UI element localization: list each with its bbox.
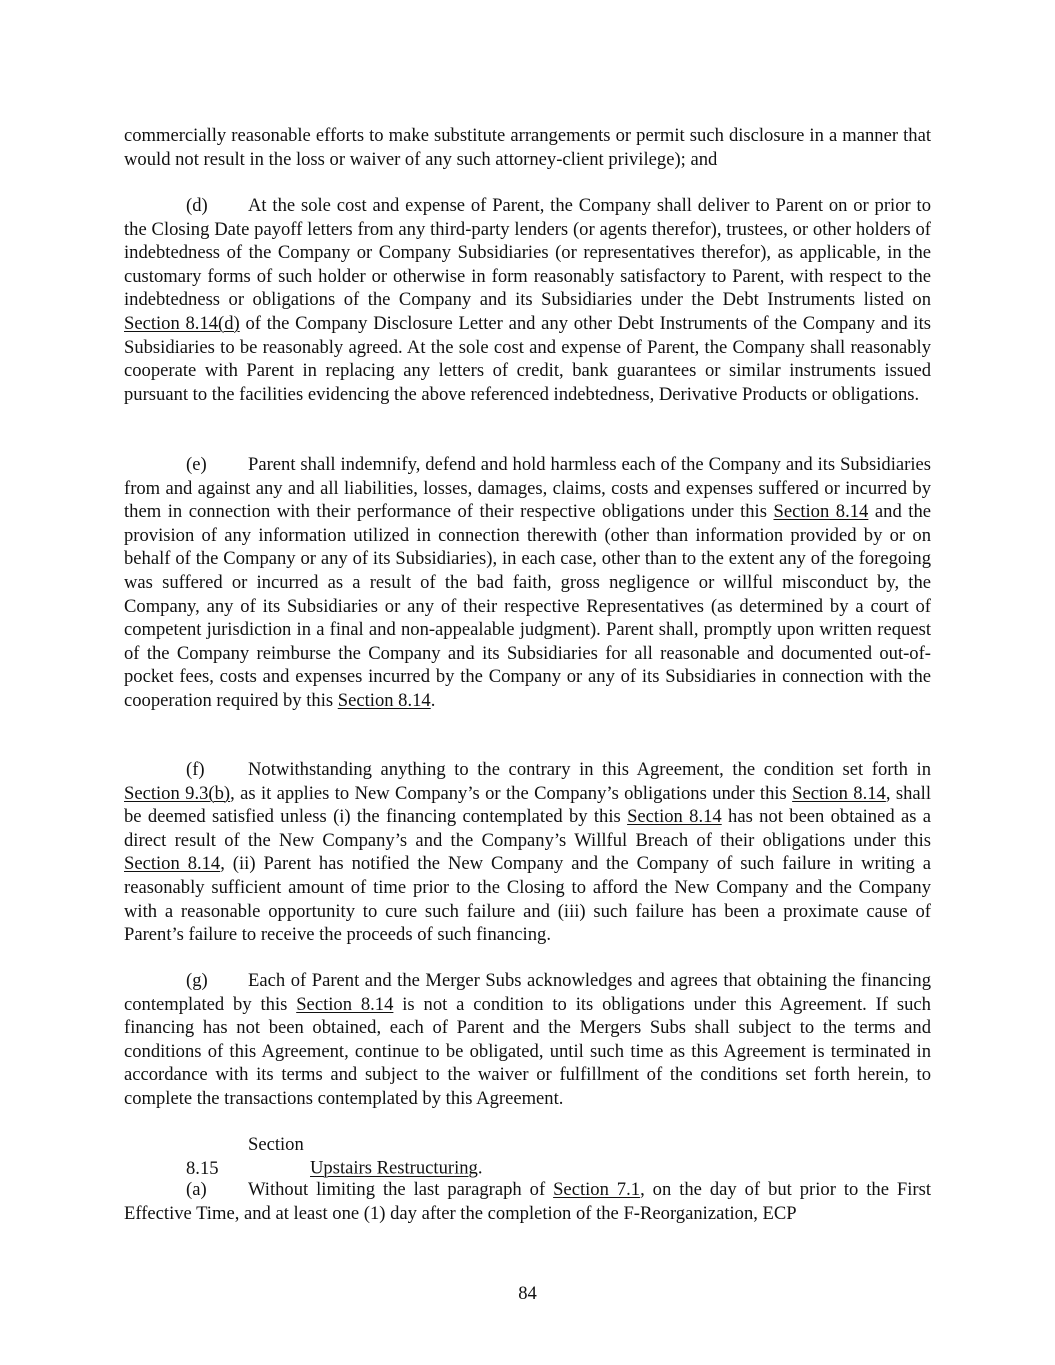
section-reference-link[interactable]: Section 8.14 (337, 689, 431, 711)
paragraph-d (124, 194, 931, 406)
paragraph-a (124, 1178, 931, 1225)
section-reference-link[interactable]: Section 7.1 (553, 1179, 641, 1200)
section-reference-link[interactable]: Section 8.14(d) (124, 312, 240, 334)
section-reference-link[interactable]: Section 9.3(b) (124, 782, 231, 804)
paragraph-text: At the sole cost and expense of Parent, the Company shall deliver to Parent on or prior to the Closing Date payoff letters from any third-party lenders (or agents therefor), trustees, or other holders of indebtedness of the Company or Company Subsidiaries (or representatives therefor), as applicable, in the customary forms of such holder or otherwise in form reasonably satisfactory to Parent, with respect to the indebtedness or obligations of the Company and its Subsidiaries under the Debt Instruments listed on (124, 195, 931, 311)
paragraph-text: is not a condition to its obligations under this Agreement. If such financing has not been obtained, each of Parent and the Mergers Subs shall subject to the terms and conditions of this Agreement, continue to be obligated, until such time as this Agreement is terminated in accordance with its terms and subject to the waiver or fulfillment of the conditions set forth herein, to complete the transactions contemplated by this Agreement. (124, 993, 931, 1109)
section-reference-link[interactable]: Section 8.14 (296, 993, 394, 1015)
paragraph-text: Parent shall indemnify, defend and hold harmless each of the Company and its Subsidiaries from and against any and all liabilities, losses, damages, claims, costs and expenses suffered or incurred by them in connection with their performance of their respective obligations under this (124, 454, 931, 523)
paragraph-text: , as it applies to New Company’s or the Company’s obligations under this (230, 782, 793, 804)
paragraph-label: (f) (186, 759, 205, 780)
paragraph-text: . (430, 689, 436, 711)
intro-paragraph (124, 124, 931, 171)
paragraph-text: , on the day of but prior to the First Effective Time, and at least one (1) day after the completion of the F-Reorganization, ECP (124, 1179, 932, 1224)
paragraph-text: has not been obtained as a direct result of the New Company’s and the Company’s Willful Breach of their obligations under this (124, 806, 931, 851)
section-title-period: . (477, 1157, 483, 1179)
section-number: Section 8.15 (186, 1134, 304, 1179)
paragraph-text: of the Company Disclosure Letter and any other Debt Instruments of the Company and its Subsidiaries to be reasonably agreed. At the sole cost and expense of Parent, the Company shall reasonably cooperate with Parent in replacing any letters of credit, bank guarantees or similar instruments issued pursuant to the facilities evidencing the above referenced indebtedness, Derivative Products or obligations. (124, 312, 932, 405)
section-title: Upstairs Restructuring (310, 1157, 478, 1179)
paragraph-label: (a) (186, 1179, 207, 1200)
paragraph-label: (g) (186, 970, 208, 991)
paragraph-g (124, 969, 931, 1111)
paragraph-e (124, 453, 931, 713)
section-reference-link[interactable]: Section 8.14 (124, 853, 221, 875)
section-reference-link[interactable]: Section 8.14 (792, 782, 886, 804)
section-reference-link[interactable]: Section 8.14 (627, 806, 722, 828)
section-reference-link[interactable]: Section 8.14 (773, 501, 869, 523)
section-heading (124, 1133, 931, 1180)
paragraph-label: (e) (186, 454, 207, 475)
paragraph-label: (d) (186, 195, 208, 216)
page-number: 84 (518, 1283, 537, 1304)
paragraph-text: , shall be deemed satisfied unless (i) the financing contemplated by this (124, 782, 932, 828)
paragraph-text: Without limiting the last paragraph of (248, 1179, 554, 1200)
paragraph-f (124, 758, 931, 947)
paragraph-text: Each of Parent and the Merger Subs acknowledges and agrees that obtaining the financing contemplated by this (124, 970, 931, 1015)
paragraph-text: and the provision of any information utilized in connection therewith (other than information provided by or on behalf of the Company or any of its Subsidiaries), in each case, other than to the extent any of the foregoing was suffered or incurred as a result of the bad faith, gross negligence or willful misconduct by, the Company, any of its Subsidiaries or any of their respective Representatives (as determined by a court of competent jurisdiction in a final and non-appealable judgment). Parent shall, promptly upon written request of the Company reimburse the Company and its Subsidiaries for all reasonable and documented out-of-pocket fees, costs and expenses incurred by the Company or any of its Subsidiaries in connection with the cooperation required by this (124, 501, 931, 711)
intro-text: commercially reasonable efforts to make substitute arrangements or permit such disclosure in a manner that would not result in the loss or waiver of any such attorney-client privilege); and (124, 125, 931, 170)
paragraph-text: , (ii) Parent has notified the New Company and the Company of such failure in writing a reasonably sufficient amount of time prior to the Closing to afford the New Company and the Company with a reasonable opportunity to cure such failure and (iii) such failure has been a proximate cause of Parent’s failure to receive the proceeds of such financing. (124, 853, 931, 946)
paragraph-text: Notwithstanding anything to the contrary in this Agreement, the condition set forth in (248, 759, 931, 780)
